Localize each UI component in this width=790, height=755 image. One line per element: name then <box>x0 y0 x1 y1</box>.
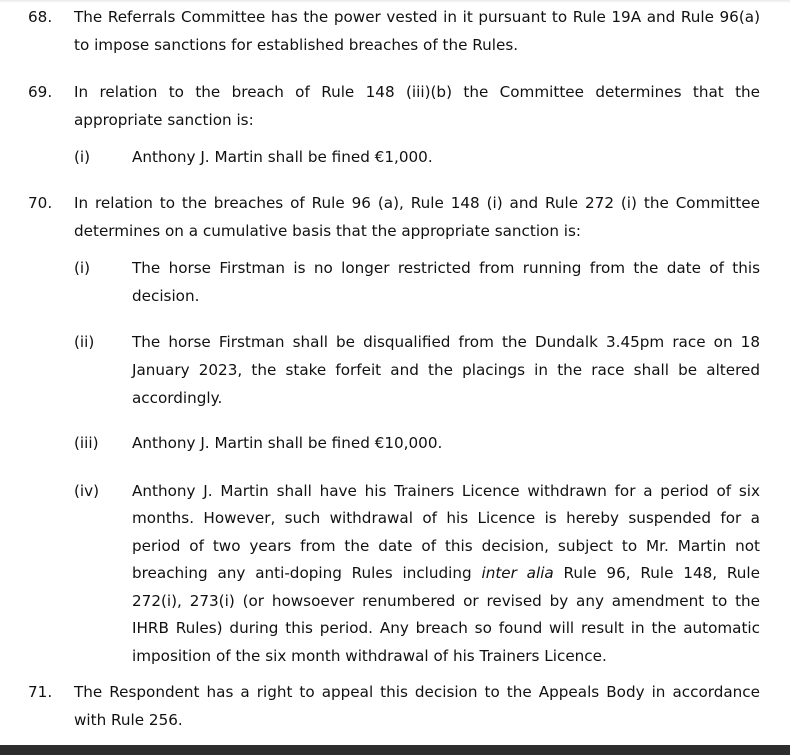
sub-item-label: (iv) <box>74 482 100 500</box>
paragraph-number: 71. <box>28 683 53 701</box>
sub-item-line: decision. <box>132 287 200 305</box>
paragraph-line: determines on a cumulative basis that the appropriate sanction is: <box>74 222 582 240</box>
paragraph-line: appropriate sanction is: <box>74 111 254 129</box>
paragraph-line: The Referrals Committee has the power vested in it pursuant to Rule 19A and Rule 96(a) <box>74 8 760 26</box>
paragraph-line: In relation to the breach of Rule 148 (iii)(b) the Committee determines that the <box>74 83 760 101</box>
sub-item-text: breaching any anti-doping Rules including <box>132 564 482 582</box>
paragraph-line: to impose sanctions for established breaches of the Rules. <box>74 36 519 54</box>
sub-item-line: The horse Firstman is no longer restricted from running from the date of this <box>132 259 760 277</box>
paragraph-line: with Rule 256. <box>74 711 183 729</box>
bottom-edge-bar <box>0 745 790 755</box>
sub-item-label: (i) <box>74 148 91 166</box>
sub-item-line: Anthony J. Martin shall be fined €10,000. <box>132 434 443 452</box>
paragraph-number: 68. <box>28 8 53 26</box>
paragraph-number: 69. <box>28 83 53 101</box>
sub-item-line: period of two years from the date of this decision, subject to Mr. Martin not <box>132 537 760 555</box>
paragraph-line: The Respondent has a right to appeal this decision to the Appeals Body in accordance <box>74 683 760 701</box>
sub-item-line: The horse Firstman shall be disqualified from the Dundalk 3.45pm race on 18 <box>132 333 760 351</box>
sub-item-line <box>132 563 760 585</box>
sub-item-label: (iii) <box>74 434 99 452</box>
sub-item-label: (ii) <box>74 333 95 351</box>
sub-item-line: Anthony J. Martin shall be fined €1,000. <box>132 148 433 166</box>
sub-item-line: accordingly. <box>132 389 223 407</box>
sub-item-line: Anthony J. Martin shall have his Trainers Licence withdrawn for a period of six <box>132 482 760 500</box>
italic-text: inter alia <box>481 564 554 582</box>
sub-item-line: 272(i), 273(i) (or howsoever renumbered or revised by any amendment to the <box>132 592 760 610</box>
sub-item-text: Rule 96, Rule 148, Rule <box>553 564 760 582</box>
paragraph-number: 70. <box>28 194 53 212</box>
sub-item-line: January 2023, the stake forfeit and the placings in the race shall be altered <box>132 361 760 379</box>
sub-item-line: months. However, such withdrawal of his Licence is hereby suspended for a <box>132 509 760 527</box>
paragraph-line: In relation to the breaches of Rule 96 (a), Rule 148 (i) and Rule 272 (i) the Committee <box>74 194 760 212</box>
sub-item-label: (i) <box>74 259 91 277</box>
top-edge-shade <box>0 0 790 3</box>
sub-item-line: IHRB Rules) during this period. Any breach so found will result in the automatic <box>132 619 760 637</box>
sub-item-line: imposition of the six month withdrawal of his Trainers Licence. <box>132 647 607 665</box>
